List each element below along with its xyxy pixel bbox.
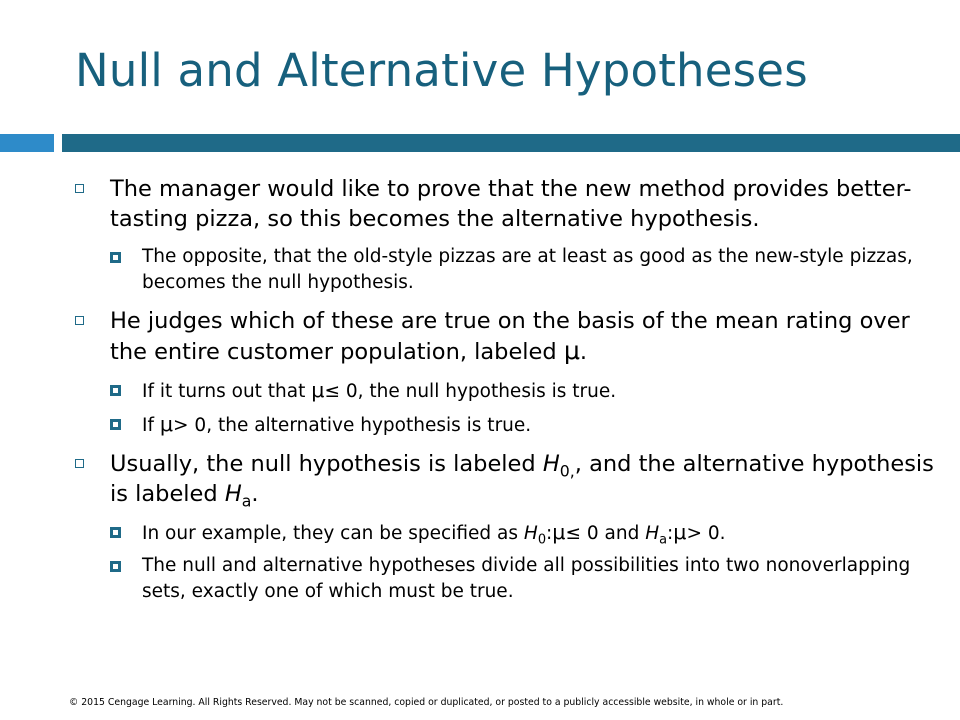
- h-symbol: H: [645, 523, 660, 544]
- filled-square-bullet-icon: [110, 561, 121, 572]
- bullet-3-pre: Usually, the null hypothesis is labeled: [110, 451, 543, 477]
- bullet-3-1: [75, 519, 937, 547]
- subscript-0: 0,: [559, 461, 575, 481]
- mu-symbol: μ: [311, 378, 325, 402]
- colon: :: [546, 523, 553, 544]
- square-bullet-icon: [75, 459, 84, 468]
- bullet-3-mid: , and the alternative hypothesis is labeled: [110, 451, 934, 507]
- colon: :: [667, 523, 674, 544]
- bullet-2-text: He judges which of these are true on the basis of the mean rating over the entire customer population, labeled: [110, 308, 910, 365]
- mu-symbol: μ: [159, 412, 174, 436]
- bullet-2-2-pre: If: [142, 415, 160, 436]
- filled-square-bullet-icon: [110, 419, 121, 430]
- subscript-0: 0: [537, 532, 547, 548]
- bullet-1-1-text: The opposite, that the old-style pizzas are at least as good as the new-style pizzas, becomes the null hypothesis.: [142, 246, 913, 293]
- subscript-a: a: [659, 532, 668, 548]
- bullet-1-1: [75, 244, 937, 296]
- filled-square-bullet-icon: [110, 527, 121, 538]
- filled-square-bullet-icon: [110, 252, 121, 263]
- bullet-3-2-text: The null and alternative hypotheses divide all possibilities into two nonoverlapping sets, exactly one of which must be true.: [142, 555, 911, 602]
- period: .: [579, 339, 588, 365]
- bullet-3-1-mid: ≤ 0 and: [565, 523, 646, 544]
- bullet-2-1-post: ≤ 0, the null hypothesis is true.: [324, 381, 617, 402]
- square-bullet-icon: [75, 184, 84, 193]
- bullet-1-text: The manager would like to prove that the new method provides better-tasting pizza, so this becomes the alternative hypothesis.: [110, 176, 912, 232]
- bullet-3-1-pre: In our example, they can be specified as: [142, 523, 524, 544]
- h-symbol: H: [224, 481, 242, 507]
- square-bullet-icon: [75, 316, 84, 325]
- filled-square-bullet-icon: [110, 385, 121, 396]
- bullet-list: [75, 174, 937, 611]
- bullet-2-1: [75, 377, 937, 405]
- h-symbol: H: [523, 523, 538, 544]
- bullet-2-2-post: > 0, the alternative hypothesis is true.: [173, 415, 532, 436]
- mu-symbol: μ: [563, 336, 580, 365]
- h-symbol: H: [542, 451, 560, 477]
- bullet-2-1-pre: If it turns out that: [142, 381, 312, 402]
- accent-bar-right: [62, 134, 960, 152]
- bullet-3: [75, 449, 937, 509]
- bullet-3-2: [75, 553, 937, 605]
- bullet-3-1-post: > 0.: [686, 523, 726, 544]
- copyright-footer: © 2015 Cengage Learning. All Rights Reserved. May not be scanned, copied or duplicated, or posted to a publicly accessible website, in whole or in part.: [69, 697, 784, 708]
- mu-symbol: μ: [552, 520, 566, 544]
- accent-bar-left: [0, 134, 54, 152]
- mu-symbol: μ: [673, 520, 687, 544]
- slide-title: Null and Alternative Hypotheses: [75, 44, 808, 97]
- bullet-2: [75, 306, 937, 367]
- bullet-1: [75, 174, 937, 234]
- period: .: [251, 481, 259, 507]
- subscript-a: a: [241, 491, 252, 511]
- bullet-2-2: [75, 411, 937, 439]
